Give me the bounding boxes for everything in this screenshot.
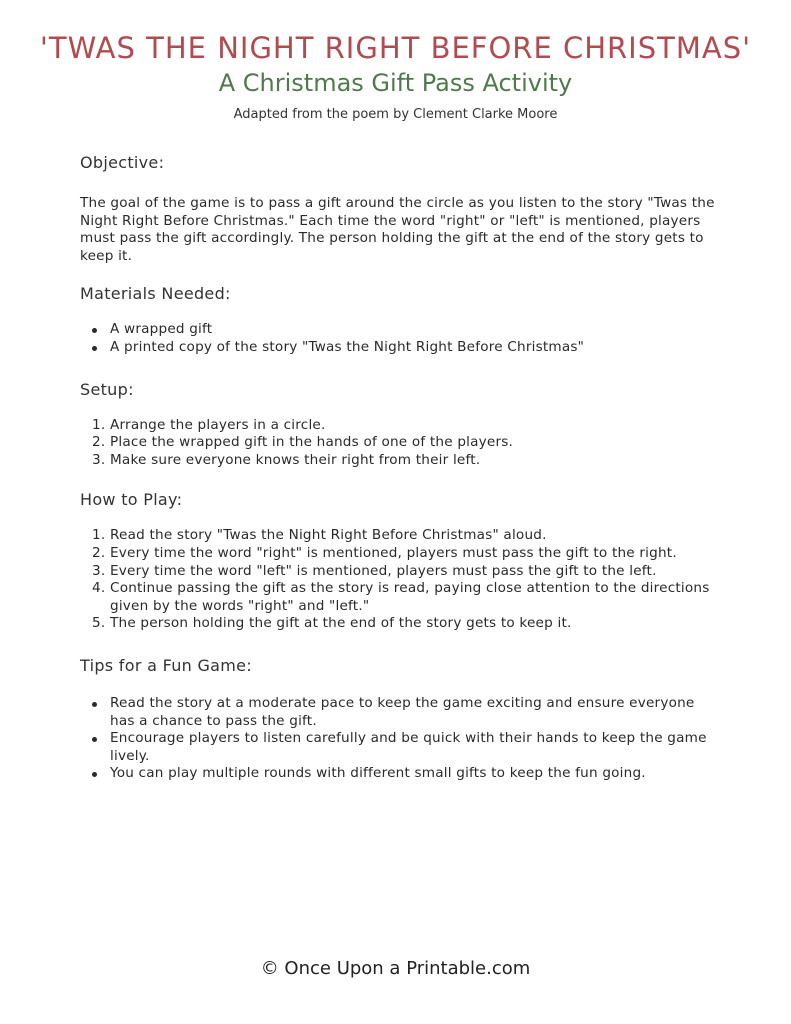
materials-heading: Materials Needed: [80, 284, 231, 304]
list-item [80, 615, 720, 633]
step-text: Every time the word "right" is mentioned, players must pass the gift to the right. [110, 544, 677, 561]
step-number: 5. [92, 615, 106, 632]
step-number: 1. [92, 527, 106, 544]
materials-list [80, 321, 720, 356]
materials-section [80, 283, 720, 356]
list-item-text: You can play multiple rounds with different small gifts to keep the fun going. [110, 765, 646, 782]
bullet-icon [92, 772, 97, 777]
list-item-text: A printed copy of the story "Twas the Night Right Before Christmas" [110, 338, 585, 355]
list-item [80, 417, 720, 435]
tips-section [80, 655, 720, 783]
bullet-icon [92, 328, 97, 333]
step-number: 2. [92, 544, 106, 561]
step-text: Place the wrapped gift in the hands of one of the players. [110, 434, 514, 451]
bullet-icon [92, 346, 97, 351]
step-text: Read the story "Twas the Night Right Before Christmas" aloud. [110, 527, 547, 544]
list-item-text: Read the story at a moderate pace to keep the game exciting and ensure everyone has a chance to pass the gift. [110, 694, 695, 729]
list-item [80, 452, 720, 470]
tips-heading: Tips for a Fun Game: [80, 655, 252, 675]
step-number: 3. [92, 562, 106, 579]
step-number: 1. [92, 416, 106, 433]
list-item [80, 527, 720, 545]
objective-heading: Objective: [80, 153, 165, 172]
how-to-play-section [80, 489, 720, 633]
setup-heading: Setup: [80, 379, 134, 399]
document-title: 'TWAS THE NIGHT RIGHT BEFORE CHRISTMAS' [39, 31, 752, 65]
list-item [80, 730, 720, 765]
tips-list [80, 695, 720, 783]
step-text: Make sure everyone knows their right from their left. [110, 451, 481, 468]
step-text: Every time the word "left" is mentioned, players must pass the gift to the left. [110, 562, 657, 579]
document-body [80, 152, 720, 783]
bullet-icon [92, 737, 97, 742]
step-text: Arrange the players in a circle. [110, 416, 326, 433]
adapted-credit: Adapted from the poem by Clement Clarke Moore [233, 107, 558, 122]
document-subtitle: A Christmas Gift Pass Activity [218, 69, 573, 97]
list-item [80, 339, 720, 357]
list-item [80, 563, 720, 581]
setup-section [80, 379, 720, 470]
copyright-footer: © Once Upon a Printable.com [260, 958, 531, 979]
step-number: 3. [92, 451, 106, 468]
step-text: The person holding the gift at the end of the story gets to keep it. [110, 615, 572, 632]
step-number: 2. [92, 434, 106, 451]
list-item [80, 545, 720, 563]
step-number: 4. [92, 580, 106, 597]
list-item-text: A wrapped gift [110, 321, 213, 338]
objective-text: The goal of the game is to pass a gift around the circle as you listen to the story "Twas the Night Right Before Christmas." Each time the word "right" or "left" is mentioned, players must pass the gift accordingly. The person holding the gift at the end of the story gets to keep it. [80, 195, 715, 264]
list-item-text: Encourage players to listen carefully and be quick with their hands to keep the game lively. [110, 730, 707, 764]
list-item [80, 695, 720, 730]
list-item [80, 580, 720, 615]
setup-steps [80, 417, 720, 470]
list-item [80, 765, 720, 783]
how-to-play-steps [80, 527, 720, 633]
document-header [0, 30, 791, 124]
objective-section [80, 152, 720, 265]
list-item [80, 434, 720, 452]
list-item [80, 321, 720, 339]
step-text: Continue passing the gift as the story is read, paying close attention to the directions given by the words "right" and "left." [110, 580, 710, 614]
how-to-play-heading: How to Play: [80, 490, 183, 510]
bullet-icon [92, 702, 97, 707]
